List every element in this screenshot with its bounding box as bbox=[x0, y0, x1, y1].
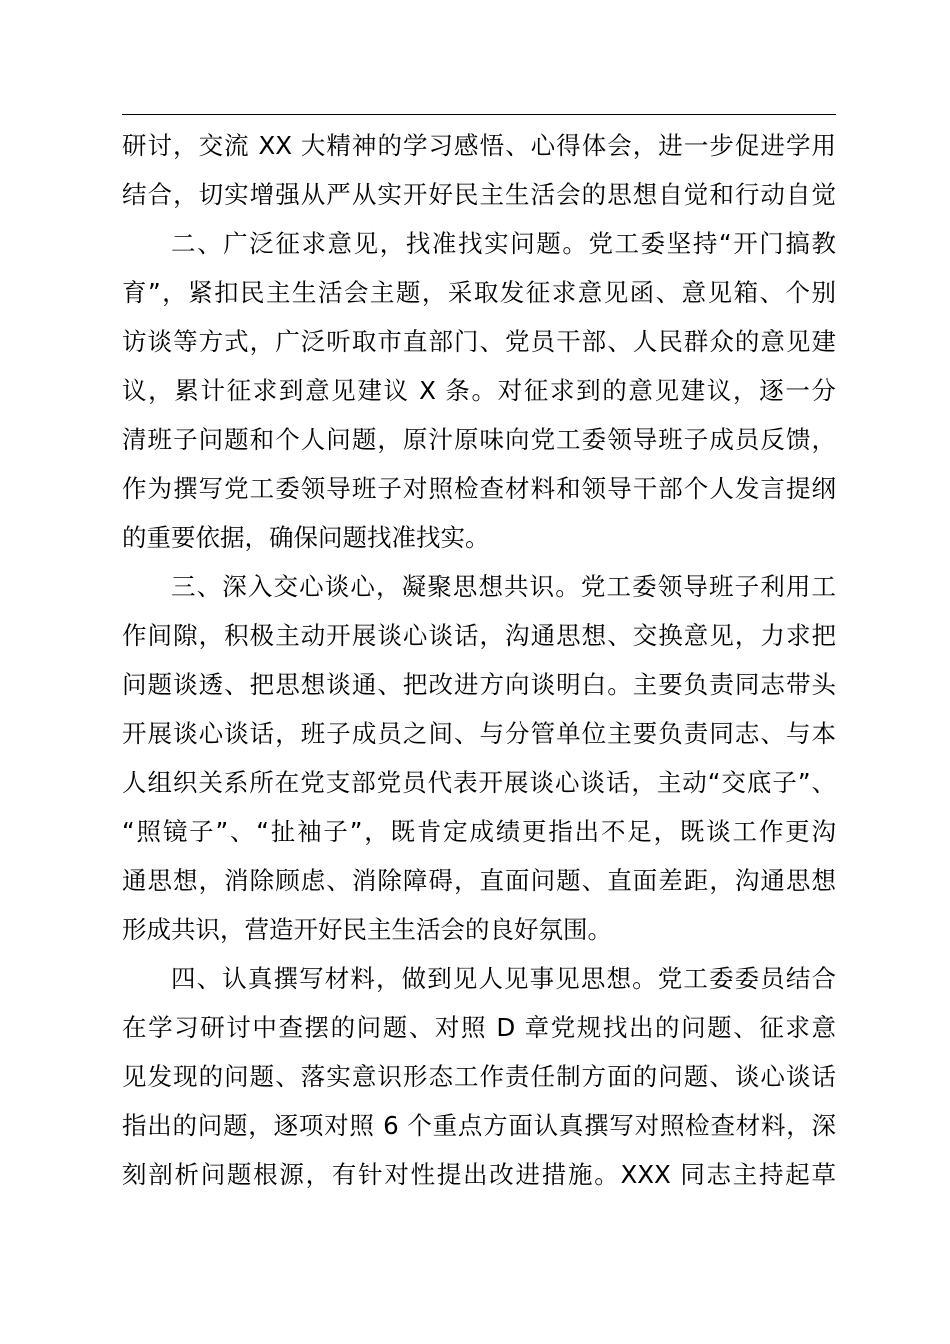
paragraph-first-line: 三、深入交心谈心，凝聚思想共识。党工委领导班子利用工 bbox=[171, 572, 836, 601]
text-line: 通思想，消除顾虑、消除障碍，直面问题、直面差距，沟通思想 bbox=[122, 866, 836, 895]
text-line: 问题谈透、把思想谈通、把改进方向谈明白。主要负责同志带头 bbox=[122, 670, 836, 699]
text-line: 结合，切实增强从严从实开好民主生活会的思想自觉和行动自觉 bbox=[122, 180, 836, 209]
text-line: 形成共识，营造开好民主生活会的良好氛围。 bbox=[122, 915, 612, 944]
paragraph-first-line: 四、认真撰写材料，做到见人见事见思想。党工委委员结合 bbox=[171, 964, 836, 993]
text-line: 议，累计征求到意见建议 X 条。对征求到的意见建议，逐一分 bbox=[122, 376, 836, 405]
text-line: 研讨，交流 XX 大精神的学习感悟、心得体会，进一步促进学用 bbox=[122, 131, 836, 160]
text-line: 刻剖析问题根源，有针对性提出改进措施。XXX 同志主持起草 bbox=[122, 1160, 836, 1189]
text-line: 见发现的问题、落实意识形态工作责任制方面的问题、谈心谈话 bbox=[122, 1062, 836, 1091]
text-line: 的重要依据，确保问题找准找实。 bbox=[122, 523, 490, 552]
text-line: 访谈等方式，广泛听取市直部门、党员干部、人民群众的意见建 bbox=[122, 327, 836, 356]
text-line: 作为撰写党工委领导班子对照检查材料和领导干部个人发言提纲 bbox=[122, 474, 836, 503]
document-body bbox=[122, 121, 836, 1199]
text-line: 开展谈心谈话，班子成员之间、与分管单位主要负责同志、与本 bbox=[122, 719, 836, 748]
paragraph-first-line: 二、广泛征求意见，找准找实问题。党工委坚持“开门搞教 bbox=[171, 229, 836, 258]
text-line: 作间隙，积极主动开展谈心谈话，沟通思想、交换意见，力求把 bbox=[122, 621, 836, 650]
header-rule bbox=[122, 114, 836, 115]
text-line: 育”，紧扣民主生活会主题，采取发征求意见函、意见箱、个别 bbox=[122, 278, 836, 307]
text-line: 清班子问题和个人问题，原汁原味向党工委领导班子成员反馈， bbox=[122, 425, 836, 454]
text-line: 在学习研讨中查摆的问题、对照 D 章党规找出的问题、征求意 bbox=[122, 1013, 836, 1042]
text-line: 人组织关系所在党支部党员代表开展谈心谈话，主动“交底子”、 bbox=[122, 768, 836, 797]
text-line: “照镜子”、“扯袖子”，既肯定成绩更指出不足，既谈工作更沟 bbox=[122, 817, 836, 846]
text-line: 指出的问题，逐项对照 6 个重点方面认真撰写对照检查材料，深 bbox=[122, 1111, 836, 1140]
